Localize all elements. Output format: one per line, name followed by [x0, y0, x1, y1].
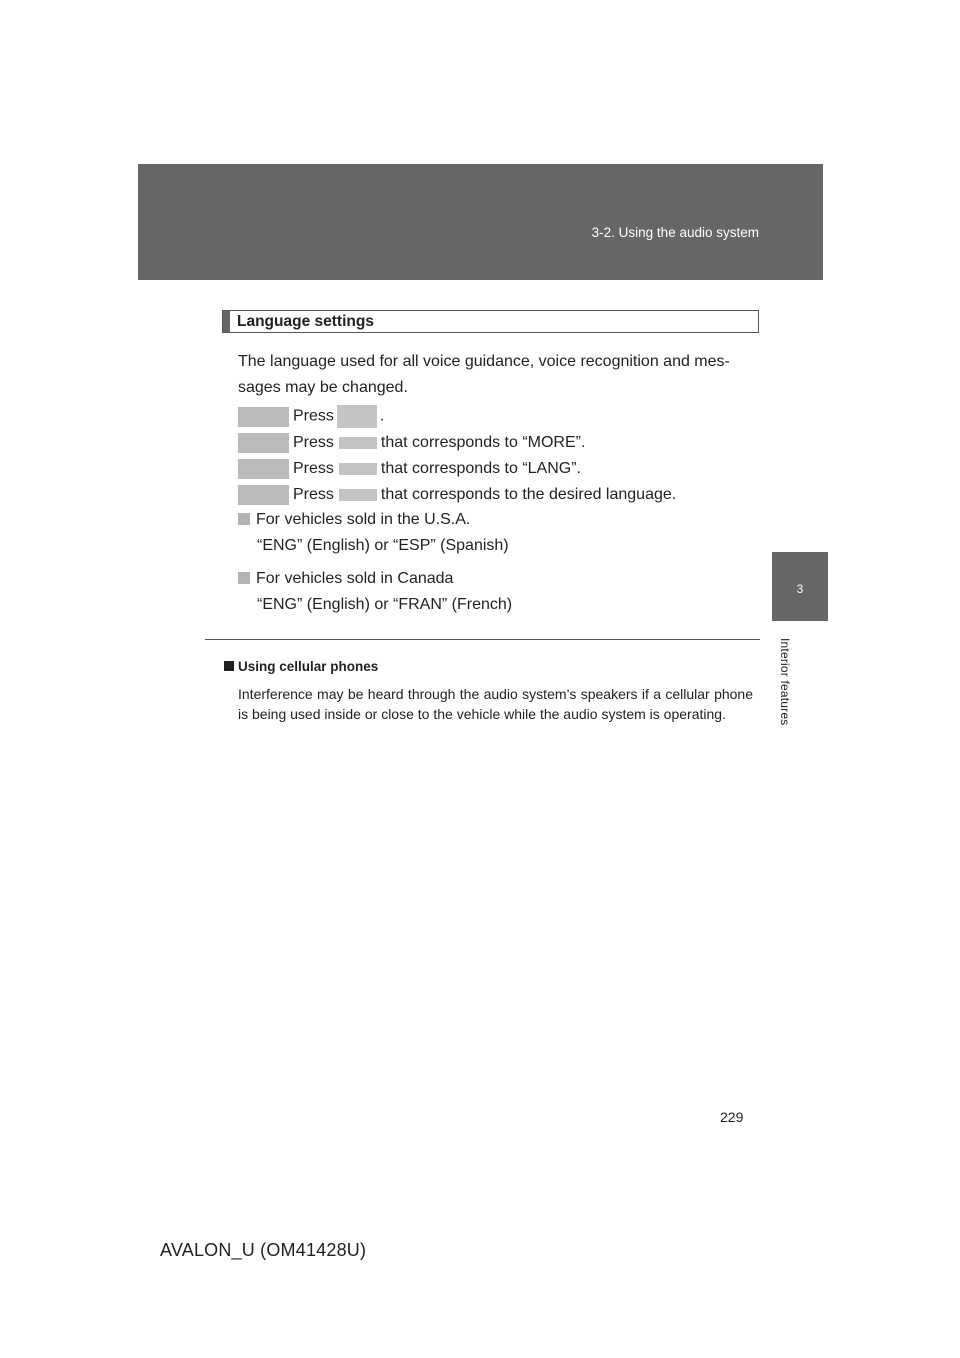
step-3-press: Press	[293, 460, 334, 477]
step-marker-4	[238, 485, 289, 505]
step-3	[238, 458, 581, 480]
footer-doc-id: AVALON_U (OM41428U)	[160, 1240, 367, 1260]
condition-usa	[238, 509, 470, 531]
intro-paragraph: The language used for all voice guidance, voice recognition and mes-sages may be changed.	[238, 353, 730, 396]
step-marker-3	[238, 459, 289, 479]
softkey-button-graphic	[339, 437, 377, 449]
divider	[205, 639, 760, 640]
section-title-bar	[223, 311, 230, 332]
step-1-press: Press	[293, 407, 334, 425]
step-4-text: that corresponds to the desired language.	[380, 486, 677, 503]
condition-usa-detail: “ENG” (English) or “ESP” (Spanish)	[257, 537, 509, 554]
step-3-text: that corresponds to “LANG”.	[380, 460, 581, 477]
step-1	[238, 405, 384, 427]
step-marker-2	[238, 433, 289, 453]
condition-usa-title: For vehicles sold in the U.S.A.	[256, 511, 471, 528]
condition-square-icon	[238, 572, 250, 584]
note-heading-text: Using cellular phones	[238, 659, 379, 674]
step-4	[238, 484, 676, 506]
step-marker-1	[238, 407, 289, 427]
note-square-icon	[224, 661, 234, 671]
step-2-press: Press	[293, 434, 334, 451]
step-1-text: .	[379, 407, 385, 425]
section-header: 3-2. Using the audio system	[591, 225, 759, 240]
step-2	[238, 432, 585, 454]
chapter-number: 3	[796, 582, 804, 596]
softkey-button-graphic	[339, 463, 377, 475]
condition-canada-detail: “ENG” (English) or “FRAN” (French)	[257, 596, 513, 613]
note-heading	[224, 659, 378, 674]
note-body: Interference may be heard through the audio system’s speakers if a cellular phone is being used inside or close to the vehicle while the audio system is operating.	[238, 686, 753, 722]
menu-button-graphic	[337, 405, 377, 428]
header-band	[138, 164, 823, 280]
section-title-box	[222, 310, 759, 333]
chapter-tab	[772, 552, 828, 621]
section-title: Language settings	[237, 313, 374, 330]
step-4-press: Press	[293, 486, 334, 503]
condition-square-icon	[238, 513, 250, 525]
step-2-text: that corresponds to “MORE”.	[380, 434, 586, 451]
chapter-label: Interior features	[778, 638, 792, 726]
page-number: 229	[720, 1109, 744, 1125]
condition-canada-title: For vehicles sold in Canada	[256, 570, 454, 587]
condition-canada	[238, 568, 453, 590]
softkey-button-graphic	[339, 489, 377, 501]
